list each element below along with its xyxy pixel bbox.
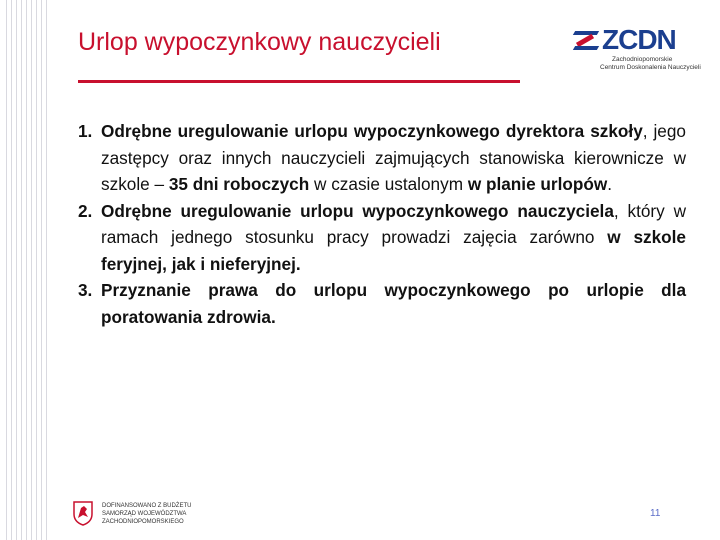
list-item xyxy=(78,198,686,278)
footer-logo-line-2: SAMORZĄD WOJEWÓDZTWA xyxy=(102,511,187,517)
zcdn-logo xyxy=(572,24,701,74)
item-text: , który w ramach jednego stosunku pracy prowadzi zajęcia zarówno xyxy=(101,200,687,247)
footer-logo xyxy=(72,496,202,532)
list-item xyxy=(78,118,686,198)
decorative-side-strip xyxy=(0,0,52,540)
item-text: . xyxy=(607,174,613,194)
griffin-crest-icon xyxy=(72,500,94,526)
page-number: 11 xyxy=(650,508,661,519)
item-text-bold: 35 dni roboczych xyxy=(168,174,310,194)
list-item xyxy=(78,277,686,330)
title-underline xyxy=(78,80,520,83)
item-text: w czasie ustalonym xyxy=(309,174,468,194)
slide-title: Urlop wypoczynkowy nauczycieli xyxy=(78,28,441,56)
logo-subtitle-2: Centrum Doskonalenia Nauczycieli xyxy=(600,64,701,71)
item-number: 3. xyxy=(78,280,93,300)
item-text-bold: Przyznanie prawa do urlopu wypoczynkowego po urlopie dla poratowania zdrowia. xyxy=(101,280,686,327)
footer-logo-line-1: DOFINANSOWANO Z BUDŻETU xyxy=(102,503,192,509)
item-text-bold: w planie urlopów xyxy=(467,174,608,194)
item-text: , jego zastępcy oraz innych nauczycieli zajmujących stanowiska kierownicze w szkole – xyxy=(101,121,686,194)
zcdn-mark-icon xyxy=(572,28,600,52)
footer-logo-text xyxy=(102,502,191,526)
footer-logo-line-3: ZACHODNIOPOMORSKIEGO xyxy=(102,519,184,525)
item-text-bold: w szkole feryjnej, jak i nieferyjnej. xyxy=(101,227,686,274)
logo-letters: ZCDN xyxy=(602,24,676,55)
item-number: 2. xyxy=(78,200,93,221)
item-number: 1. xyxy=(78,121,93,141)
content-list xyxy=(78,118,686,330)
item-text-bold: Odrębne uregulowanie urlopu wypoczynkowego dyrektora szkoły xyxy=(101,121,643,141)
item-text-bold: Odrębne uregulowanie urlopu wypoczynkowego nauczyciela xyxy=(101,200,614,221)
logo-subtitle-1: Zachodniopomorskie xyxy=(612,56,673,63)
